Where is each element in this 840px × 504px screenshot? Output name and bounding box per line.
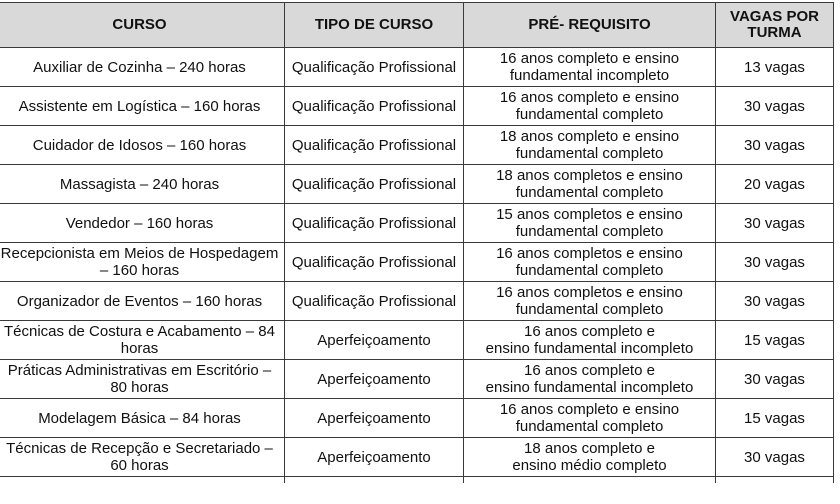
cell-vagas: 30 vagas [716,87,834,126]
cell-empty [285,477,464,484]
cell-vagas: 15 vagas [716,321,834,360]
cell-pre-requisito [464,360,716,399]
cell-tipo-de-curso: Qualificação Profissional [285,243,464,282]
header-vagas-line-1: VAGAS POR [730,8,819,25]
cell-pre-requisito [464,243,716,282]
table-row [0,165,834,204]
table-row [0,360,834,399]
cell-pre-requisito [464,204,716,243]
header-row [0,3,834,48]
cell-pre-requisito-line: fundamental completo [515,145,664,162]
cell-curso [0,243,285,282]
cell-curso-line: Vendedor – 160 horas [65,214,214,232]
cell-pre-requisito-line: fundamental completo [515,262,664,279]
table-row [0,282,834,321]
cell-empty [0,477,285,484]
cell-curso [0,204,285,243]
cell-vagas: 15 vagas [716,399,834,438]
cell-curso [0,360,285,399]
table-header [0,3,834,48]
cell-pre-requisito-line: 16 anos completo e [524,362,655,379]
cell-tipo-de-curso: Aperfeiçoamento [285,360,464,399]
cell-empty [716,477,834,484]
cell-curso-line: Técnicas de Costura e Acabamento – 84 [4,323,275,340]
cell-pre-requisito-line: 16 anos completos e ensino [496,245,683,262]
cell-curso-line: Massagista – 240 horas [59,175,220,193]
cell-tipo-de-curso: Qualificação Profissional [285,87,464,126]
cell-vagas: 30 vagas [716,126,834,165]
cell-pre-requisito-line: fundamental completo [515,106,664,123]
cell-curso [0,282,285,321]
cell-tipo-de-curso: Qualificação Profissional [285,165,464,204]
cell-curso-line: Modelagem Básica – 84 horas [38,409,241,427]
table-row-cutoff [0,477,834,484]
header-vagas-line-2: TURMA [747,24,802,41]
cell-pre-requisito-line: 16 anos completos e ensino [496,284,683,301]
cell-pre-requisito-line: fundamental completo [515,418,664,435]
header-curso: CURSO [0,3,285,48]
cell-pre-requisito-line: 16 anos completo e ensino [499,89,680,106]
cell-curso-line: Auxiliar de Cozinha – 240 horas [33,58,246,76]
cell-curso [0,126,285,165]
cell-curso-line: Cuidador de Idosos – 160 horas [32,136,247,154]
cell-curso-line: 60 horas [110,457,169,474]
cell-tipo-de-curso: Qualificação Profissional [285,204,464,243]
cell-pre-requisito [464,438,716,477]
cell-pre-requisito [464,87,716,126]
cell-pre-requisito-line: 15 anos completos e ensino [496,206,683,223]
cell-curso [0,165,285,204]
table-row [0,87,834,126]
cell-curso [0,48,285,87]
cell-pre-requisito-line: ensino fundamental incompleto [485,379,694,396]
cell-vagas: 20 vagas [716,165,834,204]
cell-pre-requisito-line: fundamental completo [515,301,664,318]
cell-curso [0,438,285,477]
cell-curso-line: Técnicas de Recepção e Secretariado – [6,440,273,457]
cell-curso-line: Práticas Administrativas em Escritório – [7,362,272,379]
cell-pre-requisito [464,126,716,165]
cell-pre-requisito [464,321,716,360]
cell-curso-line: horas [120,340,159,357]
cell-vagas: 30 vagas [716,438,834,477]
header-pre-requisito: PRÉ- REQUISITO [464,3,716,48]
cell-curso-line: 80 horas [110,379,169,396]
cell-pre-requisito-line: 18 anos completo e [524,440,655,457]
cell-pre-requisito-line: 18 anos completos e ensino [496,167,683,184]
cell-empty [464,477,716,484]
table-row [0,204,834,243]
cell-tipo-de-curso: Aperfeiçoamento [285,321,464,360]
cell-vagas: 30 vagas [716,243,834,282]
table-row [0,243,834,282]
cell-pre-requisito [464,399,716,438]
cell-curso [0,321,285,360]
cell-curso-line: Organizador de Eventos – 160 horas [16,292,263,310]
table-row [0,438,834,477]
header-vagas-por-turma [716,3,834,48]
table-row [0,126,834,165]
cell-vagas: 30 vagas [716,204,834,243]
cell-pre-requisito-line: 16 anos completo e ensino [499,50,680,67]
table-body [0,48,834,484]
cell-pre-requisito-line: ensino fundamental incompleto [485,340,694,357]
cell-pre-requisito-line: ensino médio completo [512,457,667,474]
cell-pre-requisito [464,282,716,321]
cell-pre-requisito-line: 16 anos completo e ensino [499,401,680,418]
cell-curso [0,87,285,126]
cell-tipo-de-curso: Aperfeiçoamento [285,438,464,477]
cell-pre-requisito [464,165,716,204]
cell-curso-line: Assistente em Logística – 160 horas [18,97,261,115]
cell-tipo-de-curso: Qualificação Profissional [285,282,464,321]
cell-curso [0,399,285,438]
cell-tipo-de-curso: Qualificação Profissional [285,126,464,165]
cell-curso-line: Recepcionista em Meios de Hospedagem [0,245,279,262]
cell-pre-requisito-line: fundamental incompleto [509,67,670,84]
cell-vagas: 30 vagas [716,360,834,399]
courses-table [0,2,834,483]
cell-tipo-de-curso: Qualificação Profissional [285,48,464,87]
table-row [0,48,834,87]
header-tipo-de-curso: TIPO DE CURSO [285,3,464,48]
cell-pre-requisito-line: fundamental completo [515,184,664,201]
table-row [0,321,834,360]
cell-vagas: 13 vagas [716,48,834,87]
cell-vagas: 30 vagas [716,282,834,321]
cell-curso-line: – 160 horas [99,262,180,279]
cell-pre-requisito [464,48,716,87]
cell-pre-requisito-line: fundamental completo [515,223,664,240]
cell-pre-requisito-line: 16 anos completo e [524,323,655,340]
table-row [0,399,834,438]
cell-tipo-de-curso: Aperfeiçoamento [285,399,464,438]
cell-pre-requisito-line: 18 anos completo e ensino [499,128,680,145]
